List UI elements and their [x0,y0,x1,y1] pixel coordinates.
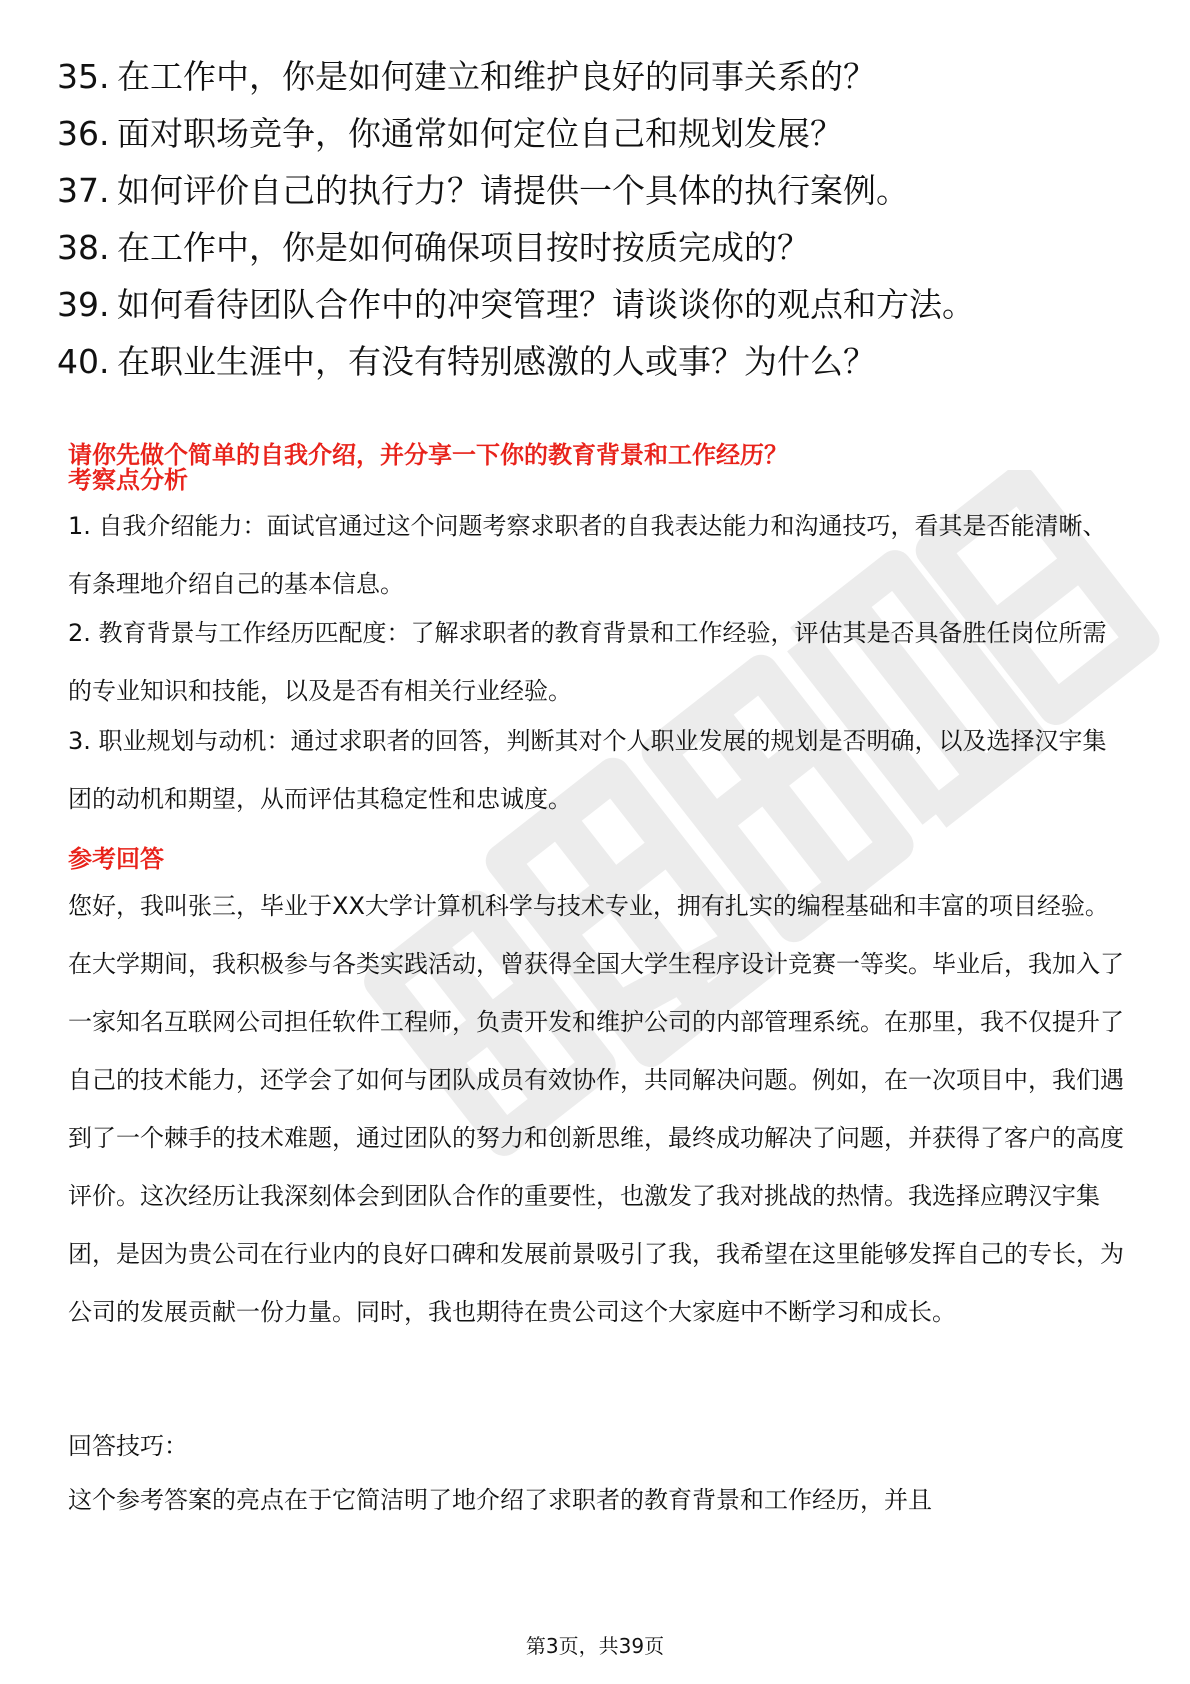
page-footer: 第3页，共39页 [525,1634,665,1658]
reference-heading: 参考回答 [68,845,164,873]
analysis-point: 1. 自我介绍能力：面试官通过这个问题考察求职者的自我表达能力和沟通技巧，看其是否能清晰、有条理地介绍自己的基本信息。 [68,512,1107,598]
question-item: 37. 如何评价自己的执行力？请提供一个具体的执行案例。 [57,171,909,210]
question-list [57,48,975,390]
analysis-point: 3. 职业规划与动机：通过求职者的回答，判断其对个人职业发展的规划是否明确，以及选择汉宇集团的动机和期望，从而评估其稳定性和忠诚度。 [68,727,1107,813]
question-item: 40. 在职业生涯中，有没有特别感激的人或事？为什么？ [57,342,876,381]
question-item: 35. 在工作中，你是如何建立和维护良好的同事关系的？ [57,57,876,96]
question-item: 36. 面对职场竞争，你通常如何定位自己和规划发展？ [57,114,843,153]
question-heading: 请你先做个简单的自我介绍，并分享一下你的教育背景和工作经历？ [68,441,788,469]
reference-answer: 您好，我叫张三，毕业于XX大学计算机科学与技术专业，拥有扎实的编程基础和丰富的项目经验。在大学期间，我积极参与各类实践活动，曾获得全国大学生程序设计竞赛一等奖。毕业后，我加入了一家知名互联网公司担任软件工程师，负责开发和维护公司的内部管理系统。在那里，我不仅提升了自己的技术能力，还学会了如何与团队成员有效协作，共同解决问题。例如，在一次项目中，我们遇到了一个棘手的技术难题，通过团队的努力和创新思维，最终成功解决了问题，并获得了客户的高度评价。这次经历让我深刻体会到团队合作的重要性，也激发了我对挑战的热情。我选择应聘汉宇集团，是因为贵公司在行业内的良好口碑和发展前景吸引了我，我希望在这里能够发挥自己的专长，为公司的发展贡献一份力量。同时，我也期待在贵公司这个大家庭中不断学习和成长。 [68,892,1124,1326]
tips-text: 这个参考答案的亮点在于它简洁明了地介绍了求职者的教育背景和工作经历，并且 [68,1486,932,1514]
tips-label: 回答技巧： [68,1432,188,1460]
analysis-heading: 考察点分析 [68,466,188,494]
question-item: 39. 如何看待团队合作中的冲突管理？请谈谈你的观点和方法。 [57,285,975,324]
analysis-point: 2. 教育背景与工作经历匹配度：了解求职者的教育背景和工作经验，评估其是否具备胜任岗位所需的专业知识和技能，以及是否有相关行业经验。 [68,619,1107,705]
question-item: 38. 在工作中，你是如何确保项目按时按质完成的？ [57,228,810,267]
